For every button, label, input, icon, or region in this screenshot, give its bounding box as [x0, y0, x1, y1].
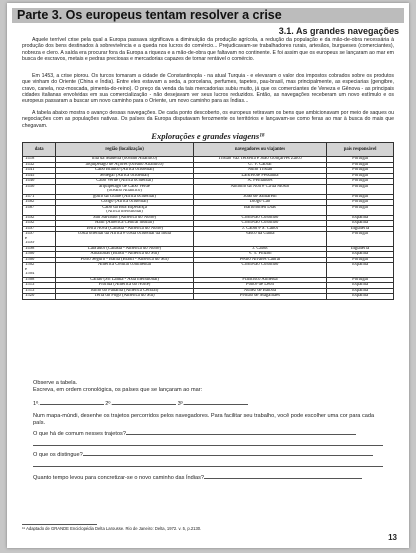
table-cell: Fernão de Magalhães [193, 294, 327, 300]
table-cell: Flórida (América do Norte) [56, 283, 193, 289]
footnote-rule [22, 524, 97, 525]
table-cell: Terra Nova (Canadá - América do Norte) [56, 226, 193, 232]
table-cell: 1502 [23, 263, 56, 268]
header-pais: país responsável [327, 143, 394, 157]
table-cell: Amazonas (Brasil - América do Sul) [56, 252, 193, 258]
answer-blank-2[interactable] [112, 399, 176, 405]
question-5-line [33, 473, 362, 482]
table-cell: 1498 [23, 246, 56, 252]
header-data: data [23, 143, 56, 157]
table-cell: e [23, 268, 56, 273]
table-cell: 1497 [23, 226, 56, 232]
table-cell: Antonio da Noli e Ca'da Mosto [193, 184, 327, 189]
table-cell: 1492 [23, 215, 56, 221]
table-cell: 1508 [23, 277, 56, 283]
answer-blank-q3[interactable] [126, 429, 356, 435]
table-cell: Portugal [327, 277, 394, 283]
explorations-table [22, 142, 394, 300]
table-cell: 1487 [23, 205, 56, 210]
answer-order-line [33, 399, 248, 408]
table-cell: Portugal [327, 168, 394, 174]
question-4: O que os distingue? [33, 452, 83, 458]
header-navegadores: navegadores ou viajantes [193, 143, 327, 157]
order-1-label: 1º. [33, 401, 40, 407]
table-cell: Portugal [327, 173, 394, 179]
page-title: Parte 3. Os europeus tentam resolver a crise [17, 8, 282, 22]
table-cell: 1500 [23, 257, 56, 263]
page-number: 13 [388, 533, 397, 542]
table-cell: Haiti (América Central insular) [56, 221, 193, 227]
answer-line-q3b[interactable] [33, 440, 383, 446]
table-cell: Cristóvão Colombo [193, 263, 327, 268]
question-2: Num mapa-múndi, desenhe os trajetos percorridos pelos navegadores. Para facilitar seu trabalho, você pode escolher uma cor para cada país. [33, 413, 375, 426]
table-cell: Espanha [327, 283, 394, 289]
table-cell: arquipélago de Cabo Verde [56, 184, 193, 189]
table-cell: 1500 [23, 252, 56, 258]
table-cell: Cristóvão Colombo [193, 215, 327, 221]
table-cell: Espanha [327, 252, 394, 258]
table-cell: costa oriental da África e costa ocidental da Índia [56, 232, 193, 237]
table-cell: 1471 [23, 194, 56, 200]
table-cell: Pedro Álvares Cabral [193, 257, 327, 263]
table-caption: Explorações e grandes viagens¹⁸ [151, 131, 265, 141]
table-cell: 1513 [23, 288, 56, 294]
answer-blank-1[interactable] [40, 399, 104, 405]
table-cell: Portugal [327, 200, 394, 206]
table-cell: Espanha [327, 294, 394, 300]
table-cell: Bartolomeu Dias [193, 205, 327, 210]
table-cell: Cabo da Boa Esperança [56, 205, 193, 210]
table-cell: Tristão Vaz Teixeira e João Gonçalves Zarco [193, 157, 327, 163]
table-cell: 1520 [23, 294, 56, 300]
table-cell: Nuno Tristão [193, 168, 327, 174]
paragraph-2: Em 1453, a crise piorou. Os turcos tomaram a cidade de Constantinopla - na atual Turquia - e elevaram o valor dos impostos cobrados sobre os produtos que vinham do Oriente (China e Índia). Entre eles estavam a seda, a porcelana, perfumes, tapetes, pau-brasil, mas principalmente, as especiarias (gengibre, cravo, canela, noz-moscada, pimenta-do-reino). O preço da venda da tais mercadorias subiu muito, já que os comerciantes de Veneza e Gênova - as principais cidades italianas envolvidas em sua comercialização - não desejavam ver seus lucros reduzidos. Então, as navegações receberam um novo estímulo e os europeus passaram a buscar um novo caminho para o Oriente, um novo caminho para as Índias... [22, 73, 394, 105]
table-cell: Portugal [327, 184, 394, 189]
table-cell: Espanha [327, 288, 394, 294]
table-cell: (África meridional) [56, 210, 193, 215]
table-cell: 1513 [23, 283, 56, 289]
question-1-intro: Observe a tabela. [33, 380, 78, 386]
table-cell: J. Cabot [193, 246, 327, 252]
table-row [23, 294, 394, 300]
answer-blank-q4[interactable] [83, 450, 373, 456]
table-cell: Portugal [327, 232, 394, 237]
paragraph-1: Aquele terrível crise pela qual a Europa passava significava a diminuição da produção agrícola, a redução da população e da mão-de-obra necessária à produção dos bens destinados à sobrevivência e a queda nos lucros do comércio... Prejudicavam-se trabalhadores rurais, artesãos, burgueses (comerciantes), nobreza e clero. A saída era procurar fora da Europa a riqueza e a mão-de-obra que faltavam no continente. E foi assim que os europeus se lançaram ao mar em busca de escravos, metais e pedras preciosas e mercadorias capazes de tornar rentável o comércio. [22, 37, 394, 62]
paragraph-3: A tabela abaixo mostra o avanço dessas navegações. De cada ponto descoberto, os europeus retiravam os bens que ambicionavam por meio de saques ou negociações com as populações nativas. Os países da Europa disputavam ferozmente os territórios e lançavam-se como feras ao mar à busca do mais que chegavam. [22, 110, 394, 129]
table-cell: 1492 [23, 221, 56, 227]
table-cell: golfo da Guiné (África ocidental) [56, 194, 193, 200]
header-regiao: região (localização) [56, 143, 193, 157]
question-4-line [33, 450, 373, 459]
table-cell: Portugal [327, 179, 394, 185]
table-cell: Inglaterra [327, 246, 394, 252]
table-cell: J. Cabot e S. Cabot [193, 226, 327, 232]
table-cell: 1432 [23, 162, 56, 168]
answer-line-q4b[interactable] [33, 461, 383, 467]
table-cell: Portugal [327, 157, 394, 163]
footnote: ¹⁸ Adaptado de GRANDE Enciclopédia Delta Larousse. Rio de Janeiro: Delta, 1972. v. 5, p.2130. [22, 526, 202, 531]
table-cell: Portugal [327, 257, 394, 263]
table-cell: Espanha [327, 263, 394, 268]
table-cell: ilha da Madeira (oceano Atlântico) [56, 157, 193, 163]
question-3: O que há de comum nesses trajetos? [33, 431, 126, 437]
table-cell: Inglaterra [327, 226, 394, 232]
table-cell: G. V. Cabral [193, 162, 327, 168]
table-cell: Vasco da Gama [193, 232, 327, 237]
table-header-row [23, 143, 394, 157]
table-cell: Callão (Sri Lanka - Ásia meridional) [56, 277, 193, 283]
table-cell: 1445 [23, 173, 56, 179]
table-cell: arquipélago de Açores (oceano Atlântico) [56, 162, 193, 168]
table-cell: A. Fernandes [193, 179, 327, 185]
table-cell: V. Y. Pinzón [193, 252, 327, 258]
answer-blank-3[interactable] [184, 399, 248, 405]
table-cell: istmo do Panamá (América Central) [56, 288, 193, 294]
table-cell: Espanha [327, 215, 394, 221]
table-cell: Terra do Fogo (América do Sul) [56, 294, 193, 300]
table-cell: Lancerote Pessanha [193, 173, 327, 179]
table-cell: San Salvador (América do Norte) [56, 215, 193, 221]
section-title: 3.1. As grandes navegações [278, 26, 399, 36]
question-3-line [33, 429, 356, 438]
table-cell: Diogo Cão [193, 200, 327, 206]
table-cell: Congo (África ocidental) [56, 200, 193, 206]
question-5: Quanto tempo levou para concretizar-se o novo caminho das Índias? [33, 475, 205, 481]
table-cell: Cabo Verde (África ocidental) [56, 179, 193, 185]
document-page [7, 3, 409, 548]
table-cell: (oceano Atlântico) [56, 189, 193, 194]
table-cell: 1441 [23, 168, 56, 174]
table-cell: 1482 [23, 200, 56, 206]
answer-blank-q5[interactable] [204, 473, 362, 479]
table-cell: 1504 [23, 272, 56, 277]
table-cell: Portugal [327, 162, 394, 168]
table-cell: Labrador (Canadá - América do Norte) [56, 246, 193, 252]
table-cell: Ponce de León [193, 283, 327, 289]
table-cell: Espanha [327, 221, 394, 227]
table-cell: Francisco Almeida [193, 277, 327, 283]
question-1: Escreva, em ordem cronológica, os países que se lançaram ao mar: [33, 387, 203, 393]
table-cell: Cabo Branco (África ocidental) [56, 168, 193, 174]
table-cell: Porto Seguro - Bahia (Brasil - América do Sul) [56, 257, 193, 263]
table-cell: Cristóvão Colombo [193, 221, 327, 227]
table-cell: 1456 [23, 184, 56, 189]
table-cell: Portugal [327, 205, 394, 210]
table-cell: América Central continental [56, 263, 193, 268]
table-cell: João de Santarém [193, 194, 327, 200]
table-cell: 1497 [23, 232, 56, 237]
table-cell: Senegal (África ocidental) [56, 173, 193, 179]
order-3-label: 3º. [177, 401, 185, 407]
table-cell: 1446 [23, 179, 56, 185]
table-cell: 1418 [23, 157, 56, 163]
table-cell: e [23, 237, 56, 242]
table-cell: 1499 [23, 241, 56, 246]
table-cell: Núñez de Balboa [193, 288, 327, 294]
table-cell: Portugal [327, 194, 394, 200]
order-2-label: 2º. [105, 401, 112, 407]
